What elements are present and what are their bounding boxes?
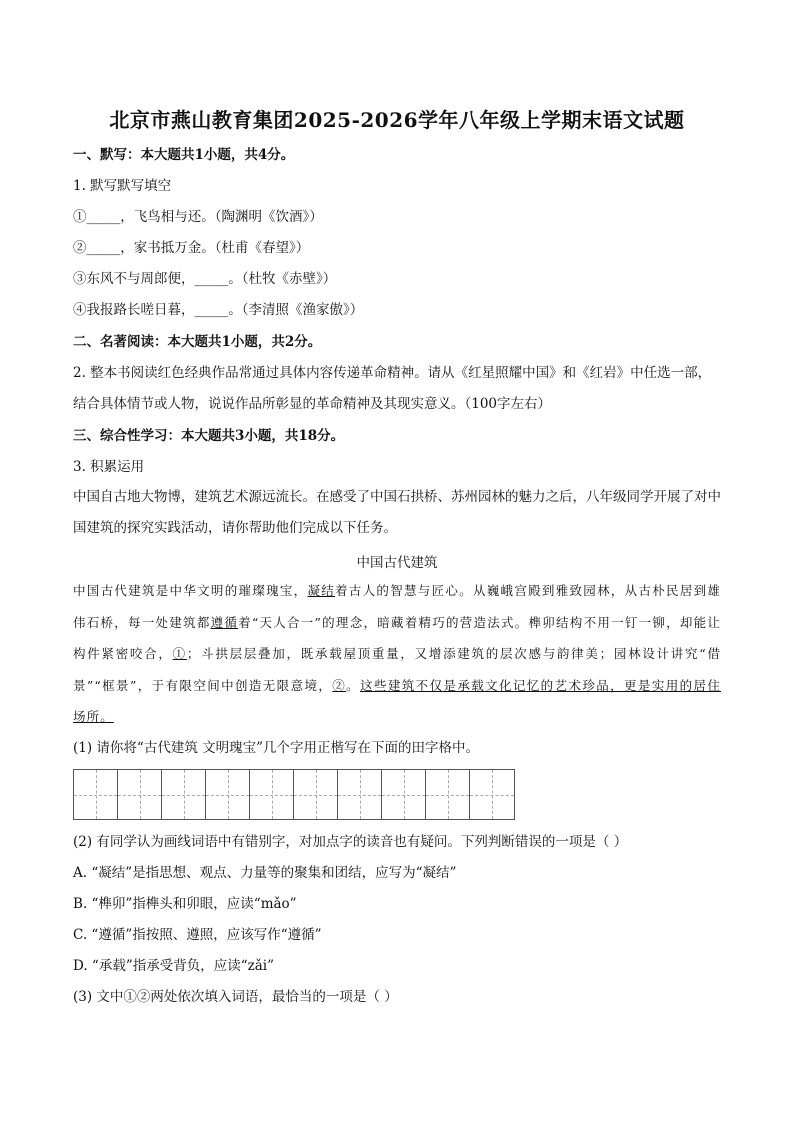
question-3: 3. 积累运用 xyxy=(73,459,145,475)
passage-text xyxy=(73,575,721,733)
sub-question-2: (2) 有同学认为画线词语中有错别字，对加点字的读音也有疑问。下列判断错误的一项是（ ） xyxy=(73,834,628,850)
grid-cell[interactable] xyxy=(162,770,206,819)
section-2-heading: 二、名著阅读：本大题共1小题，共2分。 xyxy=(73,334,322,350)
grid-cell[interactable] xyxy=(338,770,382,819)
sub-question-3: (3) 文中①②两处依次填入词语，最恰当的一项是（ ） xyxy=(73,989,398,1005)
question-2: 2. 整本书阅读红色经典作品常通过具体内容传递革命精神。请从《红星照耀中国》和《红岩》中任选一部，结合具体情节或人物，说说作品所彰显的革命精神及其现实意义。（100字左右） xyxy=(73,365,712,412)
exam-title: 北京市燕山教育集团2025-2026学年八年级上学期末语文试题 xyxy=(109,108,685,132)
grid-cell[interactable] xyxy=(206,770,250,819)
underlined-word-zunxun: 遵循 xyxy=(210,614,239,630)
grid-cell[interactable] xyxy=(294,770,338,819)
q1-item-3: ③东风不与周郎便，_____。（杜牧《赤壁》） xyxy=(73,271,337,287)
grid-cell[interactable] xyxy=(118,770,162,819)
grid-cell[interactable] xyxy=(382,770,426,819)
grid-cell[interactable] xyxy=(74,770,118,819)
option-a: A. “凝结”是指思想、观点、力量等的聚集和团结，应写为“凝结” xyxy=(73,865,457,881)
section-3-heading: 三、综合性学习：本大题共3小题，共18分。 xyxy=(73,428,345,444)
q1-item-4: ④我报路长嗟日暮，_____。（李清照《渔家傲》） xyxy=(73,302,364,318)
blank-marker-2: ② xyxy=(332,677,347,693)
grid-cell[interactable] xyxy=(250,770,294,819)
option-b: B. “榫卯”指榫头和卯眼，应读“mǎo” xyxy=(73,896,297,912)
question-3-intro: 中国自古地大物博，建筑艺术源远流长。在感受了中国石拱桥、苏州园林的魅力之后，八年级同学开展了对中国建筑的探究实践活动，请你帮助他们完成以下任务。 xyxy=(73,489,721,536)
question-1: 1. 默写默写填空 xyxy=(73,178,172,194)
passage-seg: 中国古代建筑是中华文明的璀璨瑰宝， xyxy=(73,583,308,598)
passage-seg: ；斗拱层层叠加，既承载屋顶重量，又增添建筑的层次感与韵律美；园林设计讲究“借景”“框景”，于有限空间中创造无限意境， xyxy=(73,646,721,693)
passage-title: 中国古代建筑 xyxy=(356,555,438,571)
tianzige-grid[interactable] xyxy=(73,769,515,820)
underlined-word-ningjie: 凝结 xyxy=(307,583,336,598)
q1-item-1: ①_____，飞鸟相与还。（陶渊明《饮酒》） xyxy=(73,209,323,225)
passage-seg: 着“天人合一”的理念，暗藏着精巧的营造法式。榫卯结构不用一钉一铆，却能让构件紧密咬合， xyxy=(73,614,721,661)
option-c: C. “遵循”指按照、遵照，应该写作“遵循” xyxy=(73,927,322,943)
passage-seg: 着古人的智慧与匠心。从巍峨宫殿到雅致园林，从古朴民居到雄伟石桥，每一处建筑都 xyxy=(73,583,722,630)
option-d: D. “承载”指承受背负，应读“zǎi” xyxy=(73,958,275,974)
sub-question-1: (1) 请你将“古代建筑 文明瑰宝”几个字用正楷写在下面的田字格中。 xyxy=(73,740,480,756)
grid-cell[interactable] xyxy=(426,770,470,819)
q1-item-2: ②_____，家书抵万金。（杜甫《春望》） xyxy=(73,240,310,256)
blank-marker-1: ① xyxy=(172,646,187,661)
underlined-sentence: 这些建筑不仅是承载文化记忆的艺术珍品，更是实用的居住场所。 xyxy=(73,677,722,724)
section-1-heading: 一、默写：本大题共1小题，共4分。 xyxy=(73,147,295,163)
grid-cell[interactable] xyxy=(470,770,514,819)
passage-seg: 。 xyxy=(346,677,361,693)
